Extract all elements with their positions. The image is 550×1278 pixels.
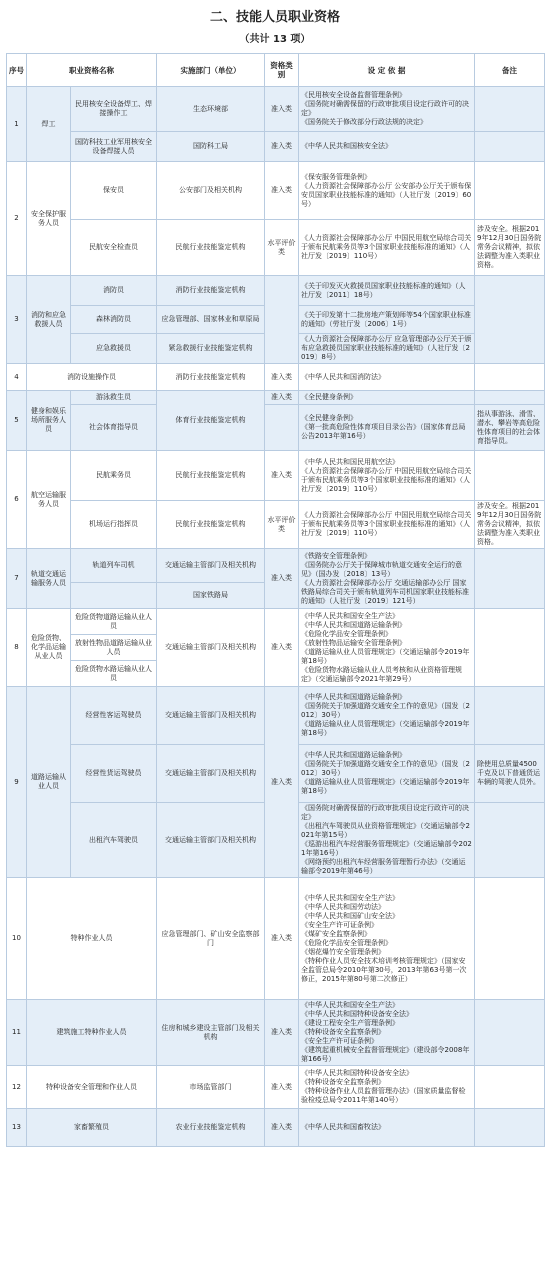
remark [475,609,545,687]
remark [475,87,545,132]
legal-basis-item: 《出租汽车驾驶员从业资格管理规定》（交通运输部令2021年第15号） [301,822,470,839]
implementing-department: 交通运输主管部门及相关机构 [157,549,265,583]
legal-basis-item: 《煤矿安全监察条例》 [301,929,371,938]
legal-basis-item: 《国务院对确需保留的行政审批项目设定行政许可的决定》 [301,100,469,117]
legal-basis [299,306,475,334]
table-row [7,391,545,405]
qualification-name: 特种设备安全管理和作业人员 [27,1066,157,1109]
implementing-department: 国家铁路局 [157,583,265,609]
table-header-row [7,54,545,87]
legal-basis-item: 《全民健身条例》 [301,414,357,422]
legal-basis-item: 《国务院关于修改部分行政法规的决定》 [301,118,427,126]
qualification-type: 准入类 [265,132,299,162]
implementing-department: 市场监管部门 [157,1066,265,1109]
legal-basis-item: 《中华人民共和国安全生产法》 [301,611,399,620]
sub-qualification-name: 社会体育指导员 [71,405,157,451]
remark [475,803,545,878]
legal-basis-item: 《特种设备安全监察条例》 [301,1078,385,1086]
remark: 指从事游泳、滑雪、潜水、攀岩等高危险性体育项目的社会体育指导员。 [475,405,545,451]
legal-basis-item: 《中华人民共和国消防法》 [301,372,385,381]
legal-basis-item: 《铁路安全管理条例》 [301,551,371,560]
legal-basis-item: 《国务院对确需保留的行政审批项目设定行政许可的决定》 [301,804,469,821]
remark: 除使用总质量4500千克及以下普通货运车辆的驾驶人员外。 [475,745,545,803]
row-number: 6 [7,451,27,549]
legal-basis-item: 《人力资源社会保障部办公厅 中国民用航空局综合司关于颁布民航乘务员等3个国家职业技能标准的通知》（人社厅发〔2019〕110号） [301,466,472,493]
qualification-type: 准入类 [265,1000,299,1066]
legal-basis-item: 《中华人民共和国安全生产法》 [301,893,399,902]
table-body [7,87,545,1147]
legal-basis [299,276,475,306]
implementing-department: 交通运输主管部门及相关机构 [157,687,265,745]
implementing-department: 生态环境部 [157,87,265,132]
qualification-group: 危险货物、化学品运输从业人员 [27,609,71,687]
qualification-name: 家畜繁殖员 [27,1109,157,1147]
legal-basis-item: 《道路运输从业人员管理规定》（交通运输部令2019年第18号） [301,647,470,665]
row-number: 8 [7,609,27,687]
table-row [7,609,545,635]
legal-basis-item: 《中华人民共和国特种设备安全法》 [301,1010,413,1018]
remark [475,451,545,501]
legal-basis-item: 《人力资源社会保障部办公厅 交通运输部办公厅 国家铁路局综合司关于颁布轨道列车司机国家职业技能标准的通知》（人社厅发〔2019〕121号） [301,578,469,605]
sub-qualification-name [71,583,157,609]
sub-qualification-name: 机场运行指挥员 [71,501,157,549]
legal-basis-item: 《特种作业人员安全技术培训考核管理规定》（国家安全监管总局令2010年第30号，2013年第63号第一次修正，2015年第80号第二次修正） [301,956,467,983]
remark [475,364,545,391]
implementing-department: 农业行业技能鉴定机构 [157,1109,265,1147]
qualification-type: 准入类 [265,1109,299,1147]
row-number: 3 [7,276,27,364]
legal-basis-item: 《安全生产许可证条例》 [301,1037,378,1045]
row-number: 1 [7,87,27,162]
legal-basis-item: 《国务院关于加强道路交通安全工作的意见》（国发〔2012〕30号） [301,702,470,719]
legal-basis [299,391,475,405]
qualification-group: 健身和娱乐场所服务人员 [27,391,71,451]
sub-qualification-name: 国防科技工业军用核安全设备焊接人员 [71,132,157,162]
legal-basis-item: 《人力资源社会保障部办公厅 应急管理部办公厅关于颁布应急救援员国家职业技能标准的通知》（人社厅发〔2019〕8号） [301,335,472,361]
sub-qualification-name: 游泳救生员 [71,391,157,405]
legal-basis-item: 《建筑起重机械安全监督管理规定》（建设部令2008年第166号） [301,1046,470,1063]
legal-basis [299,405,475,451]
qualification-group: 道路运输从业人员 [27,687,71,878]
sub-qualification-name: 出租汽车驾驶员 [71,803,157,878]
qualification-group: 焊工 [27,87,71,162]
table-row [7,1000,545,1066]
remark [475,276,545,364]
legal-basis-item: 《中华人民共和国道路运输条例》 [301,693,406,701]
implementing-department: 应急管理部门、矿山安全监察部门 [157,878,265,1000]
qualification-type: 准入类 [265,549,299,609]
qualification-type: 准入类 [265,391,299,405]
row-number: 11 [7,1000,27,1066]
qualification-type: 准入类 [265,687,299,878]
remark [475,549,545,609]
table-row [7,132,545,162]
implementing-department: 消防行业技能鉴定机构 [157,276,265,306]
sub-qualification-name: 民用核安全设备焊工、焊接操作工 [71,87,157,132]
sub-qualification-name: 民航乘务员 [71,451,157,501]
legal-basis [299,687,475,745]
table-row [7,687,545,745]
table-row [7,451,545,501]
row-number: 7 [7,549,27,609]
legal-basis [299,878,475,1000]
legal-basis [299,1066,475,1109]
legal-basis [299,132,475,162]
legal-basis-item: 《安全生产许可证条例》 [301,920,378,929]
header-note: 备注 [475,54,545,87]
page-title: 二、技能人员职业资格 [209,10,340,25]
remark [475,391,545,405]
header-no: 序号 [7,54,27,87]
table-row [7,87,545,132]
legal-basis-item: 《放射性物品运输安全管理条例》 [301,638,406,647]
row-number: 2 [7,162,27,276]
qualification-type: 准入类 [265,162,299,220]
legal-basis-item: 《关于印发灭火救援员国家职业技能标准的通知》（人社厅发〔2011〕18号） [301,281,466,299]
legal-basis-item: 《中华人民共和国特种设备安全法》 [301,1069,413,1077]
legal-basis [299,334,475,364]
qualification-group: 航空运输服务人员 [27,451,71,549]
header-type: 资格类别 [265,54,299,87]
legal-basis [299,1109,475,1147]
legal-basis-item: 《民用核安全设备监督管理条例》 [301,91,406,99]
qualification-name: 建筑施工特种作业人员 [27,1000,157,1066]
sub-qualification-name: 保安员 [71,162,157,220]
qualification-type: 准入类 [265,87,299,132]
legal-basis-item: 《关于印发第十二批房地产策划师等54个国家职业标准的通知》（劳社厅发〔2006〕1号） [301,310,471,328]
qualification-type: 水平评价类 [265,220,299,276]
qualification-type: 水平评价类 [265,501,299,549]
table-row [7,549,545,583]
legal-basis [299,364,475,391]
qualification-name: 消防设施操作员 [27,364,157,391]
sub-qualification-name: 危险货物道路运输从业人员 [71,609,157,635]
legal-basis-item: 《中华人民共和国道路运输条例》 [301,751,406,759]
implementing-department: 民航行业技能鉴定机构 [157,451,265,501]
legal-basis-item: 《全民健身条例》 [301,393,357,401]
legal-basis-item: 《网络预约出租汽车经营服务管理暂行办法》（交通运输部令2019年第46号） [301,858,466,875]
qualification-name: 特种作业人员 [27,878,157,1000]
implementing-department: 交通运输主管部门及相关机构 [157,609,265,687]
legal-basis-item: 《保安服务管理条例》 [301,172,371,181]
legal-basis-item: 《中华人民共和国安全生产法》 [301,1001,399,1009]
sub-qualification-name: 放射性物品道路运输从业人员 [71,635,157,661]
page-subtitle: （共计 13 项） [239,34,311,45]
legal-basis-item: 《人力资源社会保障部办公厅 中国民用航空局综合司关于颁布民航乘务员等3个国家职业技能标准的通知》（人社厅发〔2019〕110号） [301,234,472,260]
row-number: 4 [7,364,27,391]
row-number: 5 [7,391,27,451]
table-row [7,162,545,220]
qualification-type: 准入类 [265,1066,299,1109]
remark [475,687,545,745]
legal-basis-item: 《中华人民共和国矿山安全法》 [301,911,399,920]
legal-basis [299,451,475,501]
qualification-group: 轨道交通运输服务人员 [27,549,71,609]
qualification-table [6,53,545,1147]
remark [475,162,545,220]
qualification-type: 准入类 [265,451,299,501]
table-row [7,405,545,451]
sub-qualification-name: 应急救援员 [71,334,157,364]
qualification-type [265,276,299,364]
legal-basis-item: 《危险化学品安全管理条例》 [301,629,392,638]
implementing-department: 紧急救援行业技能鉴定机构 [157,334,265,364]
implementing-department: 应急管理部、国家林业和草原局 [157,306,265,334]
legal-basis-item: 《中华人民共和国核安全法》 [301,142,392,150]
sub-qualification-name: 森林消防员 [71,306,157,334]
legal-basis-item: 《危险化学品安全管理条例》 [301,938,392,947]
legal-basis-item: 《中华人民共和国劳动法》 [301,902,385,911]
legal-basis [299,1000,475,1066]
qualification-type: 准入类 [265,878,299,1000]
implementing-department: 体育行业技能鉴定机构 [157,391,265,451]
legal-basis-item: 《巡游出租汽车经营服务管理规定》（交通运输部令2021年第16号） [301,840,472,857]
sub-qualification-name: 经营性货运驾驶员 [71,745,157,803]
row-number: 12 [7,1066,27,1109]
sub-qualification-name: 危险货物水路运输从业人员 [71,661,157,687]
table-row [7,220,545,276]
qualification-type [265,405,299,451]
legal-basis-item: 《中华人民共和国道路运输条例》 [301,620,406,629]
legal-basis-item: 《中华人民共和国畜牧法》 [301,1123,385,1131]
legal-basis [299,162,475,220]
remark [475,1066,545,1109]
remark [475,1109,545,1147]
implementing-department: 交通运输主管部门及相关机构 [157,745,265,803]
legal-basis [299,745,475,803]
implementing-department: 国防科工局 [157,132,265,162]
qualification-group: 消防和应急救援人员 [27,276,71,364]
sub-qualification-name: 消防员 [71,276,157,306]
legal-basis-item: 《道路运输从业人员管理规定》（交通运输部令2019年第18号） [301,720,470,737]
qualification-type: 准入类 [265,609,299,687]
legal-basis [299,803,475,878]
remark [475,878,545,1000]
legal-basis-item: 《国务院办公厅关于保障城市轨道交通安全运行的意见》（国办发〔2018〕13号） [301,560,462,578]
implementing-department: 民航行业技能鉴定机构 [157,501,265,549]
sub-qualification-name: 经营性客运驾驶员 [71,687,157,745]
legal-basis [299,609,475,687]
legal-basis-item: 《特种设备作业人员监督管理办法》（国家质量监督检验检疫总局令2011年第140号） [301,1087,466,1104]
legal-basis-item: 《中华人民共和国民用航空法》 [301,457,399,466]
legal-basis-item: 《道路运输从业人员管理规定》（交通运输部令2019年第18号） [301,778,470,795]
table-row [7,501,545,549]
row-number: 10 [7,878,27,1000]
implementing-department: 住房和城乡建设主管部门及相关机构 [157,1000,265,1066]
legal-basis-item: 《危险货物水路运输从业人员考核和从业资格管理规定》（交通运输部令2021年第29号） [301,665,462,683]
table-row [7,1066,545,1109]
legal-basis-item: 《建设工程安全生产管理条例》 [301,1019,399,1027]
table-row [7,878,545,1000]
implementing-department: 消防行业技能鉴定机构 [157,364,265,391]
legal-basis-item: 《人力资源社会保障部办公厅 中国民用航空局综合司关于颁布民航乘务员等3个国家职业技能标准的通知》（人社厅发〔2019〕110号） [301,511,472,537]
legal-basis-item: 《国务院关于加强道路交通安全工作的意见》（国发〔2012〕30号） [301,760,470,777]
table-row [7,276,545,306]
sub-qualification-name: 轨道列车司机 [71,549,157,583]
sub-qualification-name: 民航安全检查员 [71,220,157,276]
legal-basis [299,501,475,549]
header-name: 职业资格名称 [27,54,157,87]
qualification-group: 安全保护服务人员 [27,162,71,276]
legal-basis [299,87,475,132]
remark [475,132,545,162]
table-row [7,1109,545,1147]
header-dept: 实施部门（单位） [157,54,265,87]
legal-basis-item: 《人力资源社会保障部办公厅 公安部办公厅关于颁布保安员国家职业技能标准的通知》（人社厅发〔2019〕60号） [301,181,472,208]
remark [475,1000,545,1066]
implementing-department: 交通运输主管部门及相关机构 [157,803,265,878]
remark: 涉及安全。根据2019年12月30日国务院常务会议精神，拟依法调整为准入类职业资格。 [475,220,545,276]
row-number: 9 [7,687,27,878]
implementing-department: 民航行业技能鉴定机构 [157,220,265,276]
row-number: 13 [7,1109,27,1147]
qualification-type: 准入类 [265,364,299,391]
legal-basis [299,220,475,276]
legal-basis-item: 《特种设备安全监察条例》 [301,1028,385,1036]
legal-basis-item: 《烟花爆竹安全管理条例》 [301,947,385,956]
legal-basis-item: 《第一批高危险性体育项目目录公告》（国家体育总局公告2013年第16号） [301,423,466,440]
remark: 涉及安全。根据2019年12月30日国务院常务会议精神，拟依法调整为准入类职业资格。 [475,501,545,549]
table-row [7,364,545,391]
implementing-department: 公安部门及相关机构 [157,162,265,220]
legal-basis [299,549,475,609]
header-basis: 设 定 依 据 [299,54,475,87]
